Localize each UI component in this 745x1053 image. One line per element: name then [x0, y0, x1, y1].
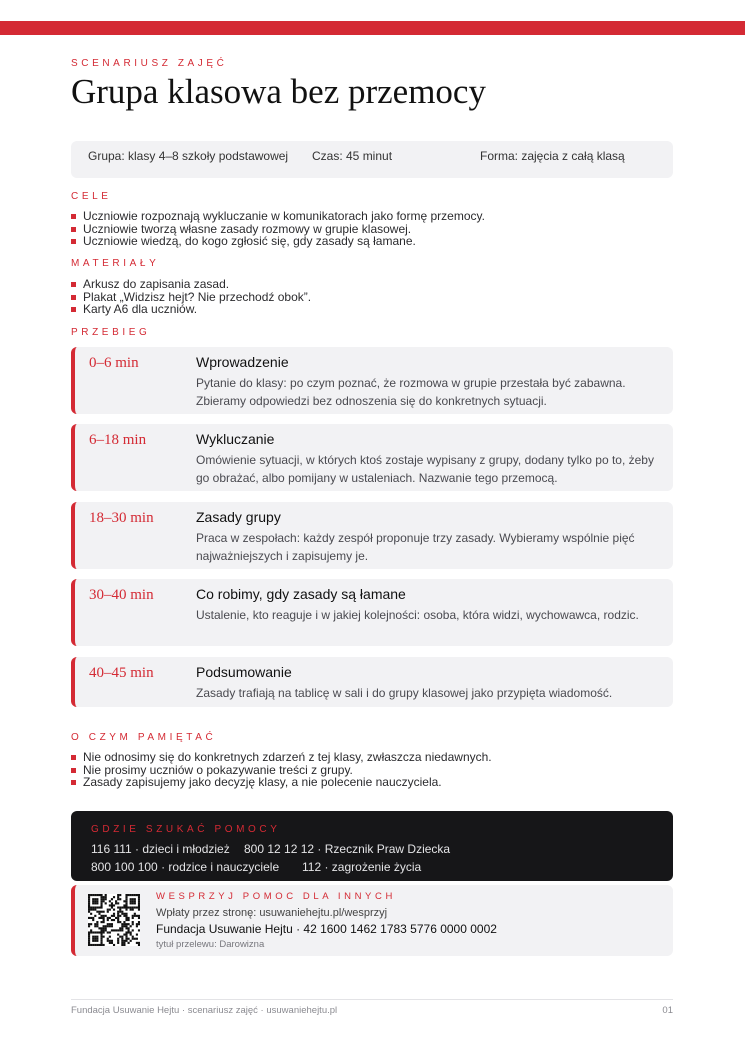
- step-time: 18–30 min: [89, 510, 154, 526]
- step-title: Podsumowanie: [196, 664, 292, 680]
- list-item: Arkusz do zapisania zasad.: [71, 278, 311, 291]
- document-type-label: SCENARIUSZ ZAJĘĆ: [71, 58, 228, 69]
- footer-text: Fundacja Usuwanie Hejtu · scenariusz zajęć · usuwaniehejtu.pl: [71, 1005, 338, 1016]
- process-section-label: PRZEBIEG: [71, 327, 151, 338]
- remember-list: [71, 751, 492, 789]
- step-description: Omówienie sytuacji, w których ktoś zostaje wypisany z grupy, dodany tylko po to, żeby go obrażać, albo pomijany w ustaleniach. Nazwanie tego przemocą.: [196, 453, 654, 485]
- step-description: Zasady trafiają na tablicę w sali i do grupy klasowej jako przypięta wiadomość.: [196, 686, 613, 700]
- page-number: 01: [662, 1005, 673, 1016]
- list-item: Uczniowie rozpoznają wykluczanie w komunikatorach jako formę przemocy.: [71, 210, 485, 223]
- meta-time: Czas: 45 minut: [312, 149, 393, 163]
- help-contacts-panel: [71, 811, 673, 881]
- process-step: [71, 424, 673, 491]
- process-step: [71, 657, 673, 707]
- footer-divider: [71, 999, 673, 1000]
- support-section-label: WESPRZYJ POMOC DLA INNYCH: [156, 891, 396, 902]
- remember-section-label: O CZYM PAMIĘTAĆ: [71, 732, 217, 743]
- step-title: Co robimy, gdy zasady są łamane: [196, 586, 406, 602]
- meta-group: Grupa: klasy 4–8 szkoły podstawowej: [88, 149, 289, 163]
- list-item: Nie odnosimy się do konkretnych zdarzeń z tej klasy, zwłaszcza niedawnych.: [71, 751, 492, 764]
- step-time: 30–40 min: [89, 587, 154, 603]
- qr-code-icon: [88, 894, 140, 946]
- step-time: 6–18 min: [89, 432, 147, 448]
- step-description: Praca w zespołach: każdy zespół proponuje trzy zasady. Wybieramy wspólnie pięć najważniejszych i zapisujemy je.: [196, 531, 635, 563]
- step-title: Wprowadzenie: [196, 354, 289, 370]
- process-step: [71, 502, 673, 569]
- support-online-link[interactable]: Wpłaty przez stronę: usuwaniehejtu.pl/wesprzyj: [156, 907, 388, 919]
- help-section-label: GDZIE SZUKAĆ POMOCY: [91, 824, 281, 835]
- list-item: Uczniowie wiedzą, do kogo zgłosić się, gdy zasady są łamane.: [71, 235, 485, 248]
- step-title: Wykluczanie: [196, 431, 275, 447]
- support-panel: [71, 885, 673, 956]
- list-item: Zasady zapisujemy jako decyzję klasy, a nie polecenie nauczyciela.: [71, 776, 492, 789]
- page-title: Grupa klasowa bez przemocy: [71, 72, 486, 111]
- list-item: Karty A6 dla uczniów.: [71, 303, 311, 316]
- help-contact: 112 · zagrożenie życia: [302, 860, 422, 874]
- step-title: Zasady grupy: [196, 509, 281, 525]
- materials-list: [71, 278, 311, 316]
- step-description: Ustalenie, kto reaguje i w jakiej kolejności: osoba, która widzi, wychowawca, rodzic.: [196, 608, 639, 622]
- help-contact: 116 111 · dzieci i młodzież: [91, 842, 230, 856]
- list-item: Nie prosimy uczniów o pokazywanie treści z grupy.: [71, 764, 492, 777]
- meta-form: Forma: zajęcia z całą klasą: [480, 149, 625, 163]
- bank-account-number: Fundacja Usuwanie Hejtu · 42 1600 1462 1783 5776 0000 0002: [156, 922, 497, 936]
- transfer-title: tytuł przelewu: Darowizna: [156, 939, 265, 950]
- step-time: 0–6 min: [89, 355, 139, 371]
- help-contact: 800 12 12 12 · Rzecznik Praw Dziecka: [244, 842, 451, 856]
- list-item: Plakat „Widzisz hejt? Nie przechodź obok”.: [71, 291, 311, 304]
- materials-section-label: MATERIAŁY: [71, 258, 160, 269]
- help-contact: 800 100 100 · rodzice i nauczyciele: [91, 860, 280, 874]
- process-step: [71, 579, 673, 646]
- step-description: Pytanie do klasy: po czym poznać, że rozmowa w grupie przestała być zabawna. Zbieramy odpowiedzi bez odnoszenia się do konkretnych sytuacji.: [196, 376, 626, 408]
- top-accent-bar: [0, 21, 745, 35]
- step-time: 40–45 min: [89, 665, 154, 681]
- list-item: Uczniowie tworzą własne zasady rozmowy w grupie klasowej.: [71, 223, 485, 236]
- goals-list: [71, 210, 485, 248]
- goals-section-label: CELE: [71, 191, 112, 202]
- lesson-meta-panel: [71, 141, 673, 178]
- process-step: [71, 347, 673, 414]
